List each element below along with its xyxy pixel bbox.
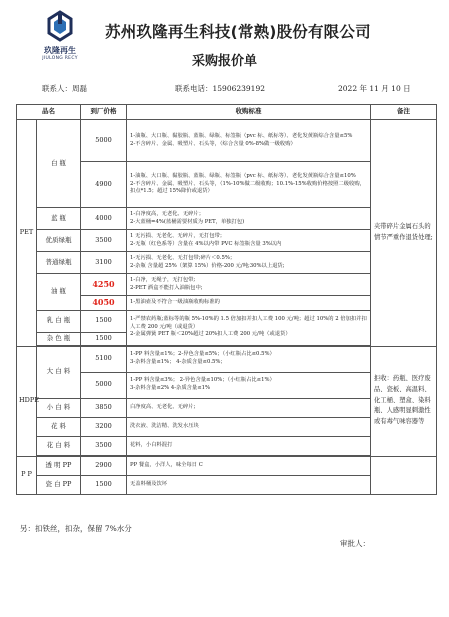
approver-label: 审批人： xyxy=(340,539,370,548)
header xyxy=(0,0,449,78)
product-name: 优质绿瓶 xyxy=(37,230,81,252)
standard-cell xyxy=(127,310,371,345)
contact-phone: 联系电话：15906239192 xyxy=(175,84,265,93)
price-cell: 1500 xyxy=(81,310,127,332)
standard-line: 1-严禁农药瓶;蓝标等的瓶 5%-10%的 1.5 倍加扣并扣人工费 100 元/吨；超过 10%的 2 倍加扣并扣人工费 200 元/吨（或退货） xyxy=(130,316,367,330)
header-price: 到厂价格 xyxy=(81,105,127,120)
note-hdpe: 拒收：药瓶、医疗废品、瓷板、高温料、化工桶、塑盒、染料瓶、人感明显刺激性或有毒气味容器等 xyxy=(371,346,437,456)
product-name: 透 明 PP xyxy=(37,456,81,475)
standard-cell: 白净度高、无老化、无碎片; xyxy=(127,398,371,417)
price-table xyxy=(16,104,437,495)
contact-person: 联系人：周磊 xyxy=(42,84,87,93)
product-name: 普通绿瓶 xyxy=(37,252,81,274)
company-name: 苏州玖隆再生科技(常熟)股份有限公司 xyxy=(105,23,371,41)
product-name: 花 白 料 xyxy=(37,436,81,455)
standard-cell: 无盖料桶及饮坏 xyxy=(127,475,371,494)
product-name: 瓷 白 PP xyxy=(37,475,81,494)
table-row xyxy=(17,456,437,475)
price-cell: 4900 xyxy=(81,162,127,208)
standard-cell: 1-无污损、无老化、无打包带;碎片＜0.5%； 2-杂瓶 含量超 25%（架算 15%）价格-200 元/吨;30%以上退货; xyxy=(127,252,371,274)
price-cell: 3850 xyxy=(81,398,127,417)
price-cell: 4050 xyxy=(81,296,127,311)
standard-cell: 1-油瓶、大口瓶、黏胶瓶、蓝瓶、绿瓶、标签瓶（pvc 标、纸标等）、老化发黄瓶综合含量≤10% 2-不含碎片、金属、吸塑片、石头等，（1%-10%做二级收购；10.1%-15%收购价格按照二级收购，扣点*1.5；超过 15%降价或退货） xyxy=(127,162,371,208)
product-name: 油 瓶 xyxy=(37,274,81,311)
standard-cell: 1-白净度高，无老化、无碎片； 2-大蓝桶=4%(蓝桶需要材质为 PET，单独打包) xyxy=(127,208,371,230)
footer-note: 另：扣铁丝，扣杂，保留 7%水分 xyxy=(20,524,132,533)
price-cell: 5100 xyxy=(81,346,127,372)
product-name: 小 白 料 xyxy=(37,398,81,417)
standard-cell: 洗衣液、洗洁精、洗发水压块 xyxy=(127,417,371,436)
price-cell: 5000 xyxy=(81,120,127,162)
standard-cell: 1-PP 料含量≤3%； 2-异色含量≤10%；（小红瓶占比≤1%） 3-杂料含量≤2% 4-杂质含量≤1% xyxy=(127,372,371,398)
header-standard: 收购标准 xyxy=(127,105,371,120)
product-name: 花 料 xyxy=(37,417,81,436)
standard-cell: 1-白净，无绳子，无打包带; 2-PET 酒盒不能打入油瓶包中; xyxy=(127,274,371,296)
price-cell: 3500 xyxy=(81,230,127,252)
table-header-row xyxy=(17,105,437,120)
product-name: 杂 色 瓶 xyxy=(37,332,81,345)
quote-date: 2022 年 11 月 10 日 xyxy=(338,84,411,93)
category-hdpe: HDPE xyxy=(17,346,37,456)
price-cell: 4250 xyxy=(81,274,127,296)
product-name: 乳 白 瓶 xyxy=(37,310,81,332)
price-cell: 2900 xyxy=(81,456,127,475)
standard-cell: 花料，小白料混打 xyxy=(127,436,371,455)
standard-cell: PP 餐盒，小洋人，味全每日 C xyxy=(127,456,371,475)
standard-line: 2-金属弹簧 PET 瓶＜20%超过 20%扣人工费 200 元/吨（或退货） xyxy=(130,331,291,338)
standard-cell: 1-油瓶、大口瓶、黏胶瓶、蓝瓶、绿瓶、标签瓶（pvc 标、纸标等）、老化发黄瓶综合含量≤5% 2-不含碎片、金属、吸塑片、石头等，（综合含量 0%-8%做一级收购） xyxy=(127,120,371,162)
price-cell: 5000 xyxy=(81,372,127,398)
price-cell: 3500 xyxy=(81,436,127,455)
standard-cell: 1-PP 料含量≤1%；2-异色含量≤5%；（小红瓶占比≤0.5%） 3-杂料含量≤1%； 4-杂质含量≤0.5%； xyxy=(127,346,371,372)
standard-cell: 1-黑油壶及不符合一级油瓶收购标准的 xyxy=(127,296,371,311)
document-title: 采购报价单 xyxy=(191,54,257,69)
header-product: 品名 xyxy=(17,105,81,120)
price-cell: 1500 xyxy=(81,332,127,345)
price-cell: 4000 xyxy=(81,208,127,230)
table-row xyxy=(17,346,437,372)
product-name: 白 瓶 xyxy=(37,120,81,208)
category-pet: PET xyxy=(17,120,37,347)
logo-en-text: JIULONG RECY xyxy=(42,56,78,61)
logo-cn-text: 玖隆再生 xyxy=(44,46,76,55)
note-pp xyxy=(371,456,437,494)
table-row xyxy=(17,120,437,162)
header-note: 备注 xyxy=(371,105,437,120)
product-name: 蓝 瓶 xyxy=(37,208,81,230)
note-pet: 夹带碎片金属石头的情节严重作退货处理; xyxy=(371,120,437,347)
category-pp: P P xyxy=(17,456,37,494)
standard-cell: 1 无污损、无老化、无碎片，无打包带； 2-无瓶（红色系等）含量在 4%以内带 PVC 标签瓶含量 3%以内 xyxy=(127,230,371,252)
price-cell: 3100 xyxy=(81,252,127,274)
price-cell: 1500 xyxy=(81,475,127,494)
product-name: 大 白 料 xyxy=(37,346,81,398)
logo-mark-icon xyxy=(44,10,76,42)
price-cell: 3200 xyxy=(81,417,127,436)
